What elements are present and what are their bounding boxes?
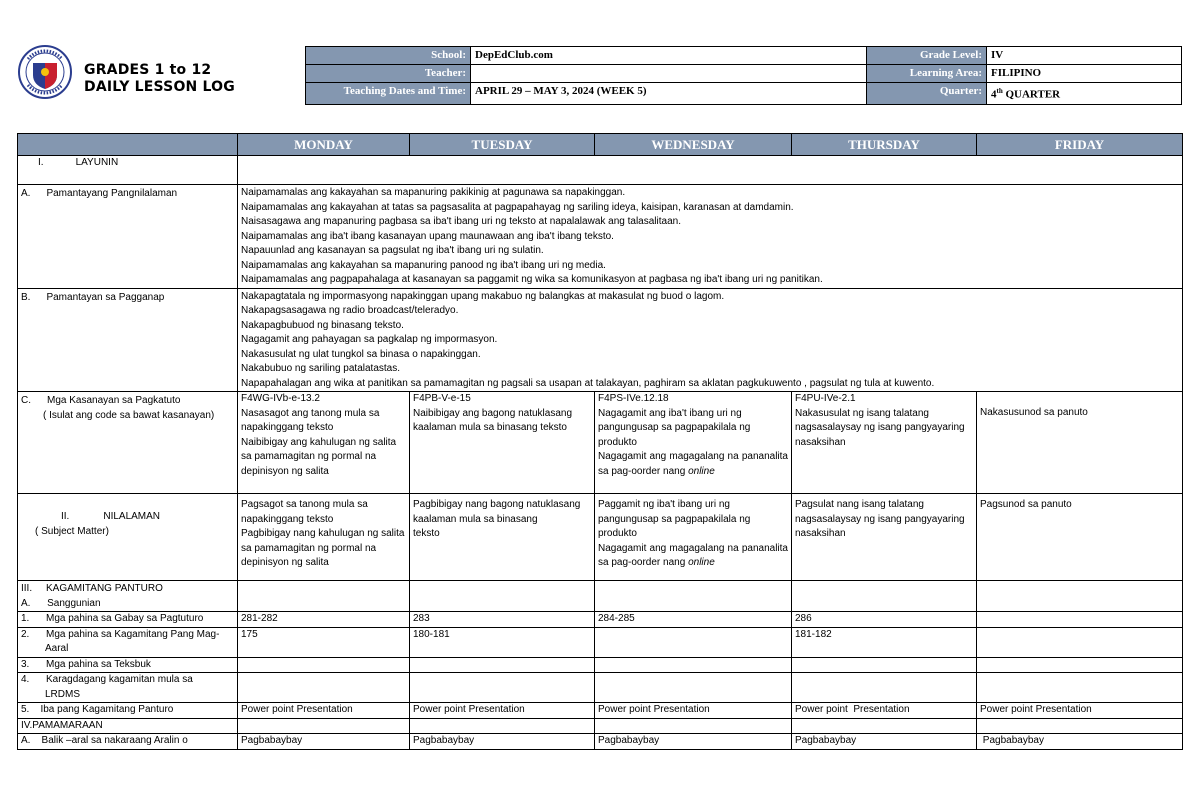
gabay-monday: 281-282 (238, 612, 410, 628)
kasanayan-wednesday: F4PS-IVe.12.18 Nagagamit ang iba't ibang uri ng pangungusap sa pagpapakilala ng produkto Nagagamit ang magagalang na pananalita sa pag-oorder nang online (595, 392, 792, 494)
kasanayan-label: C. Mga Kasanayan sa Pagkatuto ( Isulat ang code sa bawat kasanayan) (18, 392, 238, 494)
pamantayang-nilalaman-text: Naipamamalas ang kakayahan sa mapanuring pakikinig at pagunawa sa napakinggan. Naipamamalas ang kakayahan at tatas sa pagsasalita at pagpapahayag ng sariling ideya, kaisipan, karanasan at damdamin. Naisasagawa ang mapanuring pagbasa sa iba't ibang uri ng teksto at napalalawak ang talasalitaan. Naipamamalas ang iba't ibang kasanayan upang maunawaan ang iba't ibang teksto. Napauunlad ang kasanayan sa pagsulat ng iba't ibang uri ng sulatin. Naipamamalas ang kakayahan sa mapanuring panood ng iba't ibang uri ng media. Naipamamalas ang pagpapahalaga at kasanayan sa paggamit ng wika sa komunikasyon at pagbasa ng iba't ibang uri ng panitikan. (238, 185, 1183, 289)
pamamaraan-wednesday (595, 718, 792, 734)
layunin-label: I. LAYUNIN (18, 156, 238, 185)
lrdms-wednesday (595, 673, 792, 703)
title-line2: DAILY LESSON LOG (84, 79, 235, 95)
teaching-dates-value: APRIL 29 – MAY 3, 2024 (WEEK 5) (471, 83, 867, 105)
kagamitan-row (18, 581, 1183, 612)
mag-aaral-wednesday (595, 627, 792, 657)
quarter-value: 4th QUARTER (987, 83, 1182, 105)
school-value: DepEdClub.com (471, 47, 867, 65)
corner-header (18, 134, 238, 156)
document-title (84, 62, 235, 96)
pamantayang-nilalaman-label: A. Pamantayang Pangnilalaman (18, 185, 238, 289)
title-line1: GRADES 1 to 12 (84, 62, 212, 78)
kagamitan-thursday (792, 581, 977, 612)
day-header-tuesday: TUESDAY (410, 134, 595, 156)
mag-aaral-thursday: 181-182 (792, 627, 977, 657)
gabay-thursday: 286 (792, 612, 977, 628)
iba-monday: Power point Presentation (238, 703, 410, 719)
teksbuk-friday (977, 657, 1183, 673)
balik-aral-label: A. Balik –aral sa nakaraang Aralin o (18, 734, 238, 750)
teacher-value (471, 65, 867, 83)
iba-pang-kagamitan-label: 5. Iba pang Kagamitang Panturo (18, 703, 238, 719)
kasanayan-sublabel: ( Isulat ang code sa bawat kasanayan) (43, 409, 215, 421)
learning-area-value: FILIPINO (987, 65, 1182, 83)
nilalaman-friday: Pagsunod sa panuto (977, 494, 1183, 581)
kagamitan-monday (238, 581, 410, 612)
iba-pang-kagamitan-row (18, 703, 1183, 719)
learning-area-label: Learning Area: (867, 65, 987, 83)
lrdms-thursday (792, 673, 977, 703)
kasanayan-tuesday: F4PB-V-e-15 Naibibigay ang bagong natuklasang kaalaman mula sa binasang teksto (410, 392, 595, 494)
pamamaraan-friday (977, 718, 1183, 734)
nilalaman-monday: Pagsagot sa tanong mula sa napakinggang teksto Pagbibigay nang kahulugan ng salita sa pamamagitan ng pormal na depinisyon ng salita (238, 494, 410, 581)
mag-aaral-friday (977, 627, 1183, 657)
sanggunian-label: A. Sanggunian (21, 597, 101, 609)
balik-tuesday: Pagbabaybay (410, 734, 595, 750)
iba-wednesday: Power point Presentation (595, 703, 792, 719)
kasanayan-thursday: F4PU-IVe-2.1 Nakasusulat ng isang talatang nagsasalaysay ng isang pangyayaring nasaksihan (792, 392, 977, 494)
kagamitan-label: III. KAGAMITANG PANTURO A. Sanggunian (18, 581, 238, 612)
layunin-row (18, 156, 1183, 185)
mag-aaral-tuesday: 180-181 (410, 627, 595, 657)
mag-aaral-label: 2. Mga pahina sa Kagamitang Pang Mag-Aaral (18, 627, 238, 657)
teaching-dates-label: Teaching Dates and Time: (306, 83, 471, 105)
header-info-table (305, 46, 1182, 105)
balik-monday: Pagbabaybay (238, 734, 410, 750)
pamamaraan-label: IV.PAMAMARAAN (18, 718, 238, 734)
gabay-tuesday: 283 (410, 612, 595, 628)
iba-thursday: Power point Presentation (792, 703, 977, 719)
mag-aaral-row (18, 627, 1183, 657)
kasanayan-monday: F4WG-IVb-e-13.2 Nasasagot ang tanong mula sa napakinggang teksto Naibibigay ang kahulugan ng salita sa pamamagitan ng pormal na depinisyon ng salita (238, 392, 410, 494)
pamamaraan-monday (238, 718, 410, 734)
deped-seal-logo (18, 45, 72, 99)
teksbuk-monday (238, 657, 410, 673)
lrdms-row (18, 673, 1183, 703)
day-header-wednesday: WEDNESDAY (595, 134, 792, 156)
teksbuk-label: 3. Mga pahina sa Teksbuk (18, 657, 238, 673)
lrdms-label: 4. Karagdagang kagamitan mula sa LRDMS (18, 673, 238, 703)
kasanayan-row (18, 392, 1183, 494)
teksbuk-wednesday (595, 657, 792, 673)
grade-level-value: IV (987, 47, 1182, 65)
pamamaraan-tuesday (410, 718, 595, 734)
pamamaraan-row (18, 718, 1183, 734)
gabay-wednesday: 284-285 (595, 612, 792, 628)
iba-tuesday: Power point Presentation (410, 703, 595, 719)
gabay-friday (977, 612, 1183, 628)
nilalaman-thursday: Pagsulat nang isang talatang nagsasalaysay ng isang pangyayaring nasaksihan (792, 494, 977, 581)
kagamitan-friday (977, 581, 1183, 612)
teksbuk-tuesday (410, 657, 595, 673)
nilalaman-sublabel: ( Subject Matter) (35, 525, 109, 537)
balik-thursday: Pagbabaybay (792, 734, 977, 750)
day-header-friday: FRIDAY (977, 134, 1183, 156)
nilalaman-row (18, 494, 1183, 581)
school-label: School: (306, 47, 471, 65)
kasanayan-friday: Nakasusunod sa panuto (977, 392, 1183, 494)
kagamitan-wednesday (595, 581, 792, 612)
balik-friday: Pagbabaybay (977, 734, 1183, 750)
balik-aral-row (18, 734, 1183, 750)
nilalaman-tuesday: Pagbibigay nang bagong natuklasang kaalaman mula sa binasang teksto (410, 494, 595, 581)
balik-wednesday: Pagbabaybay (595, 734, 792, 750)
gabay-row (18, 612, 1183, 628)
layunin-cell (238, 156, 1183, 185)
mag-aaral-monday: 175 (238, 627, 410, 657)
kagamitan-tuesday (410, 581, 595, 612)
teksbuk-row (18, 657, 1183, 673)
teacher-label: Teacher: (306, 65, 471, 83)
pamantayang-nilalaman-row (18, 185, 1183, 289)
pamantayan-pagganap-row (18, 288, 1183, 392)
teksbuk-thursday (792, 657, 977, 673)
lrdms-friday (977, 673, 1183, 703)
lrdms-tuesday (410, 673, 595, 703)
pamamaraan-thursday (792, 718, 977, 734)
lrdms-monday (238, 673, 410, 703)
day-header-monday: MONDAY (238, 134, 410, 156)
day-header-thursday: THURSDAY (792, 134, 977, 156)
nilalaman-label: II. NILALAMAN ( Subject Matter) (18, 494, 238, 581)
pamantayan-pagganap-text: Nakapagtatala ng impormasyong napakinggan upang makabuo ng balangkas at makasulat ng buod o lagom. Nakapagsasagawa ng radio broadcast/teleradyo. Nakapagbubuod ng binasang teksto. Nagagamit ang pahayagan sa pagkalap ng impormasyon. Nakasusulat ng ulat tungkol sa binasa o napakinggan. Nakabubuo ng sariling patalatastas. Napapahalagan ang wika at panitikan sa pamamagitan ng pagsali sa usapan at talakayan, paghiram sa aklatan pagkukuwento , pagsulat ng tula at kuwento. (238, 288, 1183, 392)
nilalaman-wednesday: Paggamit ng iba't ibang uri ng pangungusap sa pagpapakilala ng produkto Nagagamit ang magagalang na pananalita sa pag-oorder nang online (595, 494, 792, 581)
gabay-label: 1. Mga pahina sa Gabay sa Pagtuturo (18, 612, 238, 628)
grade-level-label: Grade Level: (867, 47, 987, 65)
day-header-row (18, 134, 1183, 156)
pamantayan-pagganap-label: B. Pamantayan sa Pagganap (18, 288, 238, 392)
lesson-log-table (17, 133, 1183, 750)
iba-friday: Power point Presentation (977, 703, 1183, 719)
quarter-label: Quarter: (867, 83, 987, 105)
